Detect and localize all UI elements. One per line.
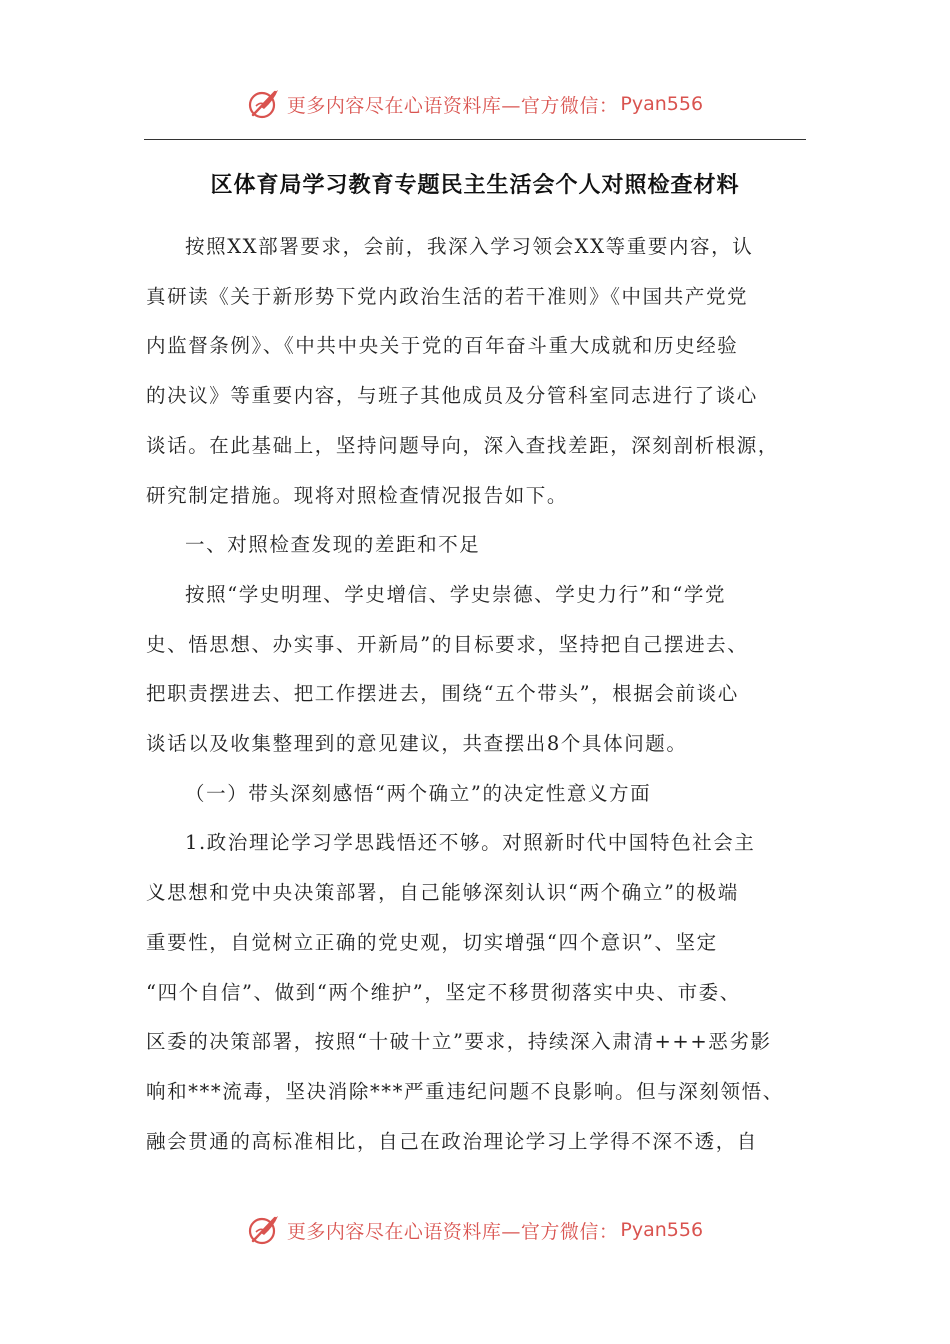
watermark-wechat-id: Pyan556 — [620, 93, 704, 115]
quill-logo-icon — [247, 87, 281, 121]
section-paragraph: 按照“学史明理、学史增信、学史崇德、学史力行”和“学党 史、悟思想、办实事、开新局”的目标要求，坚持把自己摆进去、 把职责摆进去、把工作摆进去，围绕“五个带头”，根据会前谈心 谈话以及收集整理到的意见建议，共查摆出8个具体问题。 — [146, 582, 749, 756]
subsection-heading-1: （一）带头深刻感悟“两个确立”的决定性意义方面 — [185, 781, 652, 805]
watermark-wechat-id: Pyan556 — [620, 1219, 704, 1241]
intro-paragraph: 按照XX部署要求，会前，我深入学习领会XX等重要内容，认 真研读《关于新形势下党内政治生活的若干准则》《中国共产党党 内监督条例》、《中共中央关于党的百年奋斗重大成就和历史经验 的决议》等重要内容，与班子其他成员及分管科室同志进行了谈心 谈话。在此基础上，坚持问题导向，深入查找差距，深刻剖析根源， 研究制定措施。现将对照检查情况报告如下。 — [146, 235, 780, 507]
item-paragraph-1: 1.政治理论学习学思践悟还不够。对照新时代中国特色社会主 义思想和党中央决策部署，自己能够深刻认识“两个确立”的极端 重要性，自觉树立正确的党史观，切实增强“四个意识”、坚定 “四个自信”、做到“两个维护”，坚定不移贯彻落实中央、市委、 区委的决策部署，按照“十破十立”要求，持续深入肃清+++恶劣影 响和***流毒，坚决消除***严重违纪问题不良影响。但与深刻领悟、 融会贯通的高标准相比，自己在政治理论学习上学得不深不透，自 — [146, 831, 784, 1153]
watermark-footer — [0, 1210, 950, 1250]
quill-logo-icon — [247, 1213, 281, 1247]
section-heading-1: 一、对照检查发现的差距和不足 — [185, 533, 481, 557]
document-title: 区体育局学习教育专题民主生活会个人对照检查材料 — [210, 173, 740, 198]
watermark-header — [0, 84, 950, 124]
watermark-text: 更多内容尽在心语资料库—官方微信： — [286, 94, 619, 117]
watermark-text: 更多内容尽在心语资料库—官方微信： — [286, 1220, 619, 1243]
header-divider — [144, 139, 806, 140]
document-body — [146, 222, 806, 1166]
